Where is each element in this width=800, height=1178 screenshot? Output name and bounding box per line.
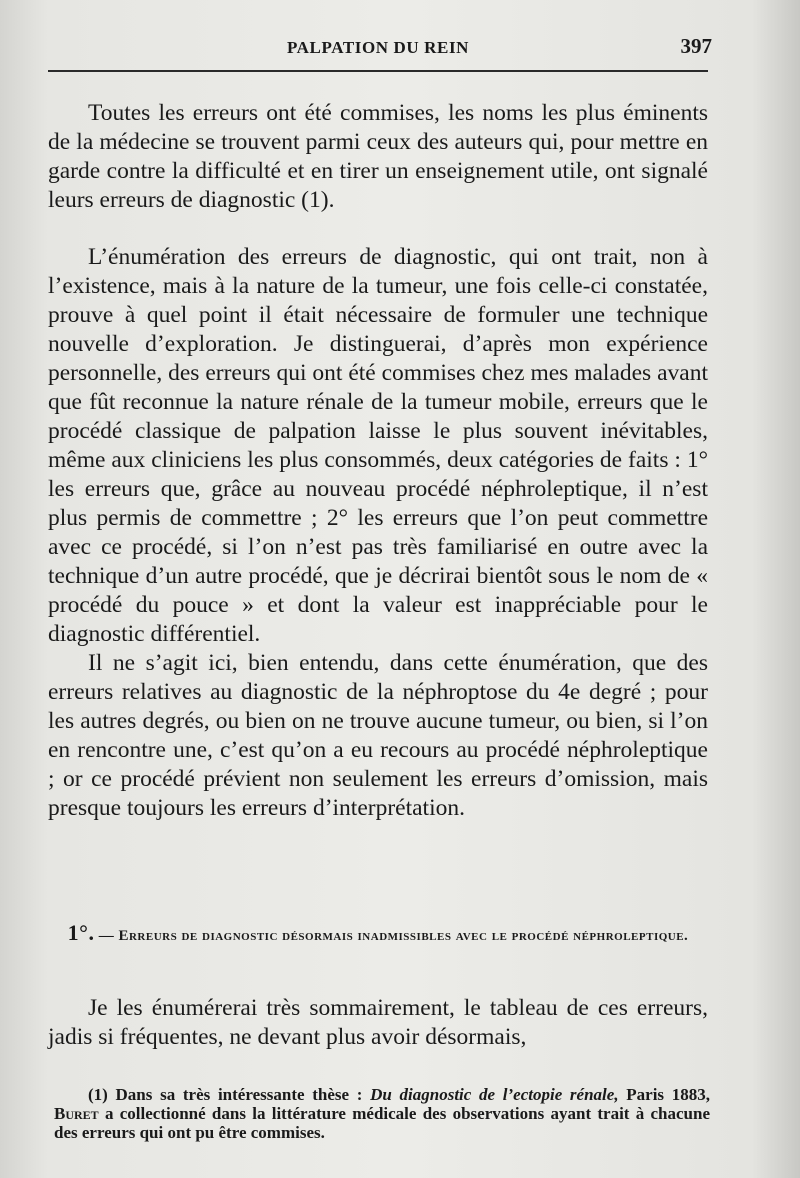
paragraph: Je les énumérerai très sommairement, le tableau de ces erreurs, jadis si fréquentes, ne devant plus avoir désormais, <box>48 995 708 1050</box>
section-number: 1°. <box>67 920 95 945</box>
footnote-cited-title: Du diagnostic de l’ectopie rénale, <box>370 1085 619 1104</box>
section-dash: — <box>98 928 115 944</box>
footnote-lead: Dans sa très intéressante thèse : <box>115 1085 363 1104</box>
footnote-text: Paris 1883, <box>626 1085 710 1104</box>
paragraph-block-2 <box>48 243 708 823</box>
paragraph: L’énumération des erreurs de diagnostic, qui ont trait, non à l’existence, mais à la nature de la tumeur, une fois celle-ci constatée, prouve à quel point il était nécessaire de formuler une technique nouvelle d’exploration. Je distinguerai, d’après mon expérience personnelle, des erreurs qui ont été commises chez mes malades avant que fût reconnue la nature rénale de la tumeur mobile, erreurs que le procédé classique de palpation laisse le plus souvent inévitables, même aux cliniciens les plus consommés, deux catégories de faits : 1° les erreurs que, grâce au nouveau procédé néphroleptique, il n’est plus permis de commettre ; 2° les erreurs que l’on peut commettre avec ce procédé, si l’on n’est pas très familiarisé en outre avec la technique d’un autre procédé, que je décrirai bientôt sous le nom de « procédé du pouce » et dont la valeur est inappréciable pour le diagnostic différentiel. <box>48 244 708 647</box>
running-title: PALPATION DU REIN <box>286 38 470 57</box>
page-header <box>48 30 712 72</box>
footnote-author: Buret <box>54 1104 99 1123</box>
paragraph: Il ne s’agit ici, bien entendu, dans cette énumération, que des erreurs relatives au diagnostic de la néphroptose du 4e degré ; pour les autres degrés, ou bien on ne trouve aucune tumeur, ou bien, si l’on en rencontre une, c’est qu’on a eu recours au procédé néphroleptique ; or ce procédé prévient non seulement les erreurs d’omission, mais presque toujours les erreurs d’interprétation. <box>48 650 708 821</box>
footnote <box>54 1085 710 1142</box>
section-title: Erreurs de diagnostic désormais inadmissibles avec le procédé néphroleptique. <box>118 928 689 944</box>
section-heading <box>48 919 708 950</box>
page-number: 397 <box>680 34 712 58</box>
paragraph: Toutes les erreurs ont été commises, les noms les plus éminents de la médecine se trouvent parmi ceux des auteurs qui, pour mettre en garde contre la difficulté et en tirer un enseignement utile, ont signalé leurs erreurs de diagnostic (1). <box>48 100 708 213</box>
footnote-marker: (1) <box>88 1085 108 1104</box>
paragraph-block-3 <box>48 994 708 1052</box>
footnote-text: a collectionné dans la littérature médicale des observations ayant trait à chacune des erreurs qui ont pu être commises. <box>54 1104 710 1142</box>
paragraph-block-1 <box>48 99 708 215</box>
